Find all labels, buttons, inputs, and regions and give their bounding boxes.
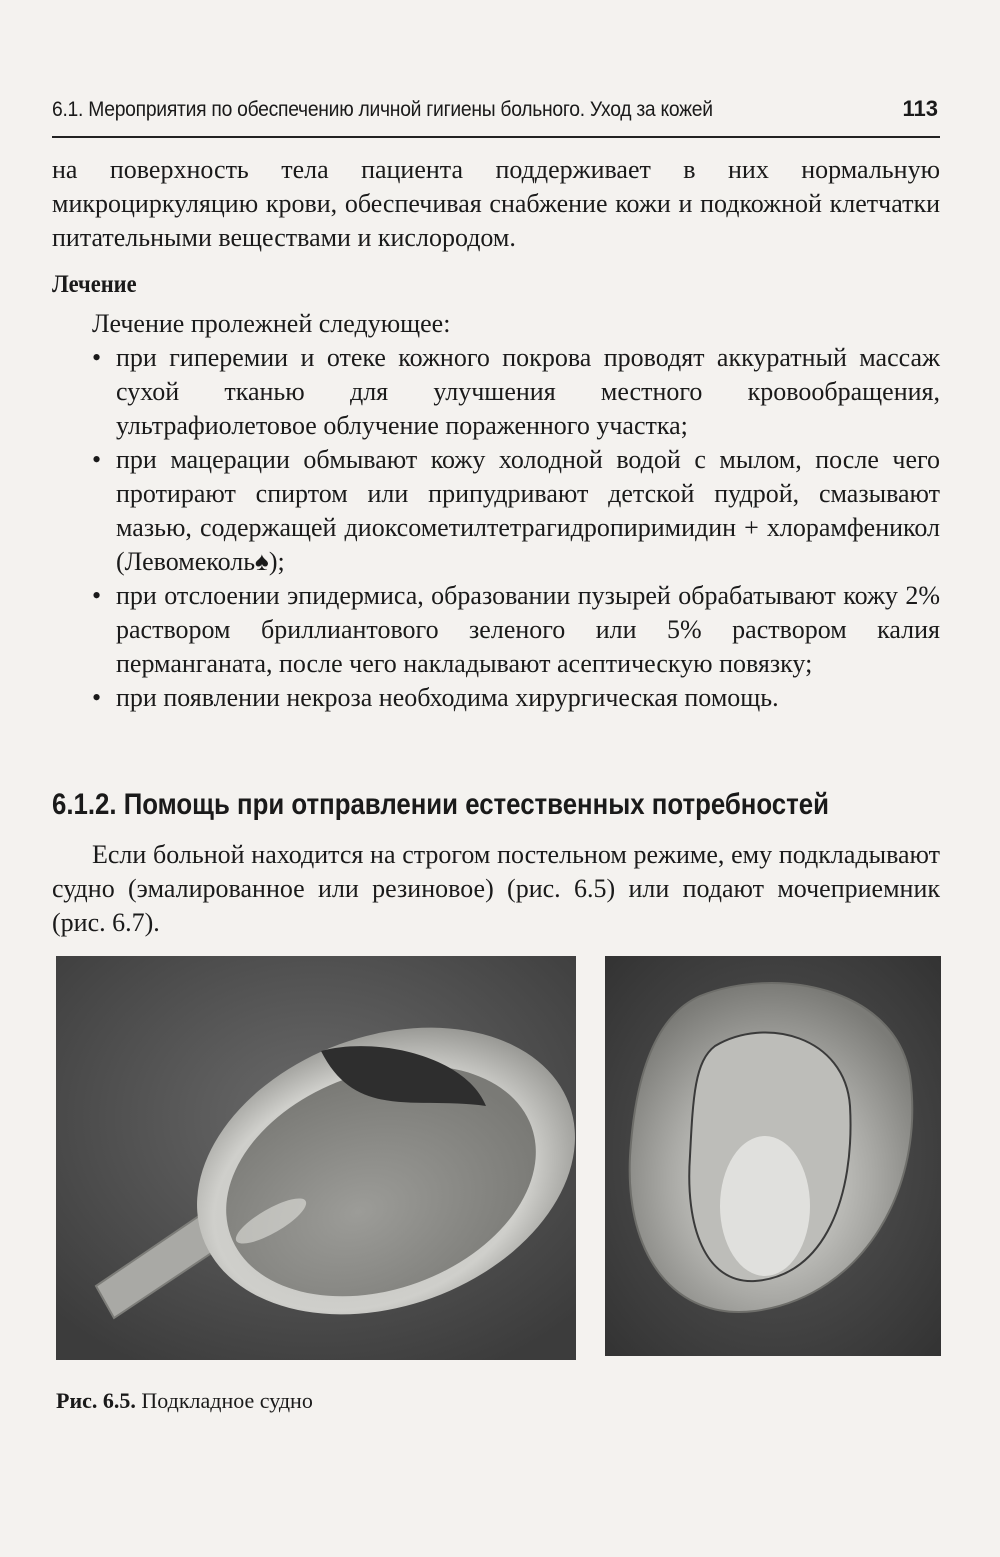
treatment-heading: Лечение bbox=[52, 271, 137, 298]
header-title: 6.1. Мероприятия по обеспечению личной гигиены больного. Уход за кожей bbox=[52, 98, 713, 121]
running-header bbox=[52, 96, 940, 138]
treatment-intro: Лечение пролежней следующее: bbox=[92, 309, 451, 338]
bedpan-photo-side bbox=[56, 956, 576, 1360]
list-item bbox=[92, 341, 940, 443]
list-item-text: при гиперемии и отеке кожного покрова проводят аккуратный массаж сухой тканью для улучшения местного кровообращения, ультрафиолетовое облучение пораженного участка; bbox=[116, 343, 940, 440]
list-item-text: при мацерации обмывают кожу холодной водой с мылом, после чего протирают спиртом или припудривают детской пудрой, смазывают мазью, содержащей диоксометилтетрагидропиримидин + хлорамфеникол (Левомеколь♠); bbox=[116, 445, 940, 576]
list-item bbox=[92, 443, 940, 579]
bedpan-photo-top bbox=[605, 956, 941, 1356]
list-item-text: при появлении некроза необходима хирургическая помощь. bbox=[116, 683, 779, 712]
section-heading: 6.1.2. Помощь при отправлении естественных потребностей bbox=[52, 788, 830, 821]
bullet-icon: • bbox=[92, 581, 102, 610]
list-item bbox=[92, 579, 940, 681]
section-paragraph: Если больной находится на строгом постельном режиме, ему подкладывают судно (эмалированное или резиновое) (рис. 6.5) или подают мочеприемник (рис. 6.7). bbox=[52, 840, 940, 937]
continued-paragraph: на поверхность тела пациента поддерживает в них нормальную микроциркуляцию крови, обеспечивая снабжение кожи и подкожной клетчатки питательными веществами и кислородом. bbox=[52, 155, 940, 252]
bullet-icon: • bbox=[92, 343, 102, 372]
caption-label: Рис. 6.5. bbox=[56, 1388, 136, 1413]
bullet-icon: • bbox=[92, 683, 102, 712]
treatment-list bbox=[92, 341, 940, 715]
list-item-text: при отслоении эпидермиса, образовании пузырей обрабатывают кожу 2% раствором бриллиантового зеленого или 5% раствором калия перманганата, после чего накладывают асептическую повязку; bbox=[116, 581, 940, 678]
figure-caption bbox=[56, 1388, 313, 1414]
caption-text: Подкладное судно bbox=[135, 1388, 313, 1413]
page-number: 113 bbox=[902, 96, 938, 121]
list-item bbox=[92, 681, 940, 715]
bullet-icon: • bbox=[92, 445, 102, 474]
